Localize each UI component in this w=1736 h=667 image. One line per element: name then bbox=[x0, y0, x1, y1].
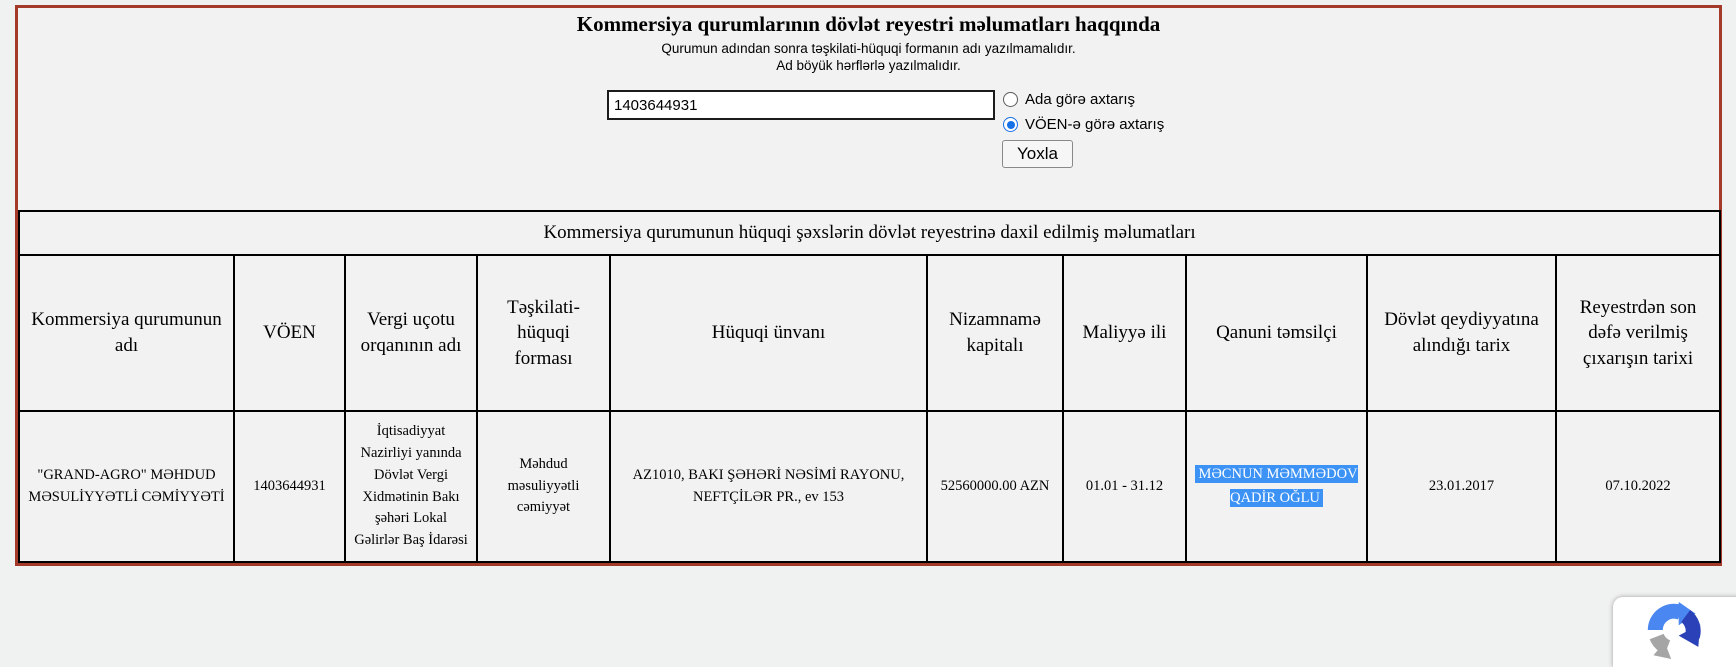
cell-fiscal-year: 01.01 - 31.12 bbox=[1063, 411, 1186, 562]
header-legal-form: Təşkilati-hüquqi forması bbox=[477, 255, 610, 411]
header-last-extract-date: Reyestrdən son dəfə verilmiş çıxarışın tarixi bbox=[1556, 255, 1720, 411]
table-caption: Kommersiya qurumunun hüquqi şəxslərin dövlət reyestrinə daxil edilmiş məlumatları bbox=[19, 211, 1720, 255]
cell-voen: 1403644931 bbox=[234, 411, 345, 562]
header-charter-capital: Nizamnamə kapitalı bbox=[927, 255, 1063, 411]
check-button[interactable]: Yoxla bbox=[1002, 140, 1073, 168]
cell-last-extract-date: 07.10.2022 bbox=[1556, 411, 1720, 562]
table-row bbox=[19, 411, 1720, 562]
header-fiscal-year: Maliyyə ili bbox=[1063, 255, 1186, 411]
cell-company-name: "GRAND-AGRO" MƏHDUD MƏSULİYYƏTLİ CƏMİYYƏTİ bbox=[19, 411, 234, 562]
search-form bbox=[18, 8, 1719, 210]
header-voen: VÖEN bbox=[234, 255, 345, 411]
cell-legal-address: AZ1010, BAKI ŞƏHƏRİ NƏSİMİ RAYONU, NEFTÇİLƏR PR., ev 153 bbox=[610, 411, 927, 562]
recaptcha-badge[interactable] bbox=[1613, 597, 1736, 667]
form-note-1: Qurumun adından sonra təşkilati-hüquqi formanın adı yazılmamalıdır. bbox=[661, 41, 1076, 56]
registry-frame bbox=[15, 5, 1722, 566]
selected-text-highlight: MƏCNUN MƏMMƏDOV QADİR OĞLU bbox=[1195, 465, 1357, 506]
header-company-name: Kommersiya qurumunun adı bbox=[19, 255, 234, 411]
radio-by-voen-label: VÖEN-ə görə axtarış bbox=[1025, 116, 1165, 133]
table-caption-row bbox=[19, 211, 1720, 255]
cell-registration-date: 23.01.2017 bbox=[1367, 411, 1556, 562]
registry-table bbox=[18, 210, 1721, 563]
header-registration-date: Dövlət qeydiyyatına alındığı tarix bbox=[1367, 255, 1556, 411]
header-tax-authority: Vergi uçotu orqanının adı bbox=[345, 255, 477, 411]
cell-charter-capital: 52560000.00 AZN bbox=[927, 411, 1063, 562]
search-input[interactable] bbox=[607, 90, 995, 120]
radio-by-name-label: Ada görə axtarış bbox=[1025, 91, 1136, 108]
cell-legal-representative bbox=[1186, 411, 1367, 562]
cell-tax-authority: İqtisadiyyat Nazirliyi yanında Dövlət Vergi Xidmətinin Bakı şəhəri Lokal Gəlirlər Baş İdarəsi bbox=[345, 411, 477, 562]
radio-by-name-circle[interactable] bbox=[1003, 92, 1018, 107]
page-title: Kommersiya qurumlarının dövlət reyestri məlumatları haqqında bbox=[576, 12, 1161, 36]
recaptcha-icon bbox=[1645, 601, 1703, 659]
form-note-2: Ad böyük hərflərlə yazılmalıdır. bbox=[776, 58, 961, 73]
radio-option-by-voen[interactable] bbox=[1003, 116, 1164, 133]
header-legal-address: Hüquqi ünvanı bbox=[610, 255, 927, 411]
header-legal-representative: Qanuni təmsilçi bbox=[1186, 255, 1367, 411]
table-header-row bbox=[19, 255, 1720, 411]
cell-legal-form: Məhdud məsuliyyətli cəmiyyət bbox=[477, 411, 610, 562]
radio-by-voen-circle[interactable] bbox=[1003, 117, 1018, 132]
radio-option-by-name[interactable] bbox=[1003, 91, 1135, 108]
